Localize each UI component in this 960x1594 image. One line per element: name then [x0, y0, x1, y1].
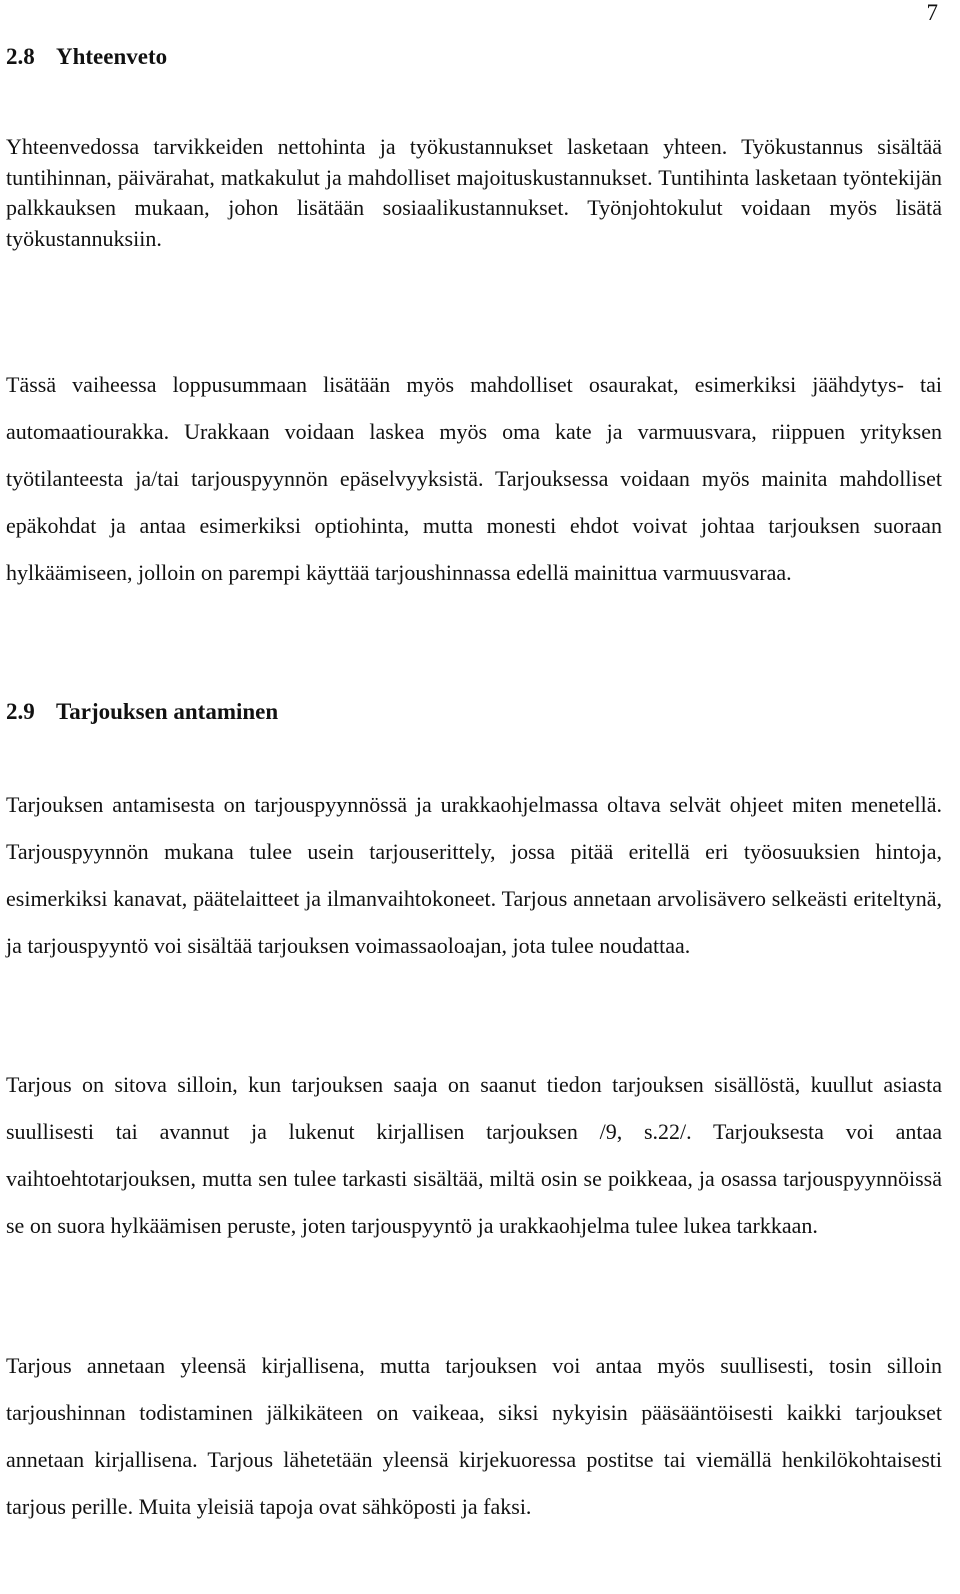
section-number: 2.8 [6, 44, 35, 69]
section-title: Yhteenveto [56, 44, 168, 69]
paragraph-binding-offer: Tarjous on sitova silloin, kun tarjouksen saaja on saanut tiedon tarjouksen sisällöstä, kuullut asiasta suullisesti tai avannut ja lukenut kirjallisen tarjouksen /9, s.22/. Tarjouksesta voi antaa vaihtoehtotarjouksen, mutta sen tulee tarkasti sisältää, miltä osin se poikkeaa, ja osassa tarjouspyynnöissä se on suora hylkäämisen peruste, joten tarjouspyyntö ja urakkaohjelma tulee lukea tarkkaan. [6, 1072, 942, 1238]
page-number: 7 [926, 0, 938, 25]
section-title: Tarjouksen antaminen [56, 699, 279, 724]
paragraph-subcontracts: Tässä vaiheessa loppusummaan lisätään myös mahdolliset osaurakat, esimerkiksi jäähdytys- tai automaatiourakka. Urakkaan voidaan laskea myös oma kate ja varmuusvara, riippuen yrityksen työtilanteesta ja/tai tarjouspyynnön epäselvyyksistä. Tarjouksessa voidaan myös mainita mahdolliset epäkohdat ja antaa esimerkiksi optiohinta, mutta monesti ehdot voivat johtaa tarjouksen suoraan hylkäämiseen, jolloin on parempi käyttää tarjoushinnassa edellä mainittua varmuusvaraa. [6, 372, 942, 585]
section-heading-yhteenveto [6, 42, 167, 72]
section-number: 2.9 [6, 699, 35, 724]
paragraph-giving-offer: Tarjouksen antamisesta on tarjouspyynnössä ja urakkaohjelmassa oltava selvät ohjeet miten menetellä. Tarjouspyynnön mukana tulee usein tarjouserittely, jossa pitää eritellä eri työosuuksien hintoja, esimerkiksi kanavat, päätelaitteet ja ilmanvaihtokoneet. Tarjous annetaan arvolisävero selkeästi eriteltynä, ja tarjouspyyntö voi sisältää tarjouksen voimassaoloajan, jota tulee noudattaa. [6, 792, 942, 958]
section-heading-tarjouksen-antaminen [6, 697, 278, 727]
paragraph-summary-costs: Yhteenvedossa tarvikkeiden nettohinta ja työkustannukset lasketaan yhteen. Työkustannus sisältää tuntihinnan, päivärahat, matkakulut ja mahdolliset majoituskustannukset. Tuntihinta lasketaan työntekijän palkkauksen mukaan, johon lisätään sosiaalikustannukset. Työnjohtokulut voidaan myös lisätä työkustannuksiin. [6, 134, 942, 251]
paragraph-written-offer: Tarjous annetaan yleensä kirjallisena, mutta tarjouksen voi antaa myös suullisesti, tosin silloin tarjoushinnan todistaminen jälkikäteen on vaikeaa, siksi nykyisin pääsääntöisesti kaikki tarjoukset annetaan kirjallisena. Tarjous lähetetään yleensä kirjekuoressa postitse tai viemällä henkilökohtaisesti tarjous perille. Muita yleisiä tapoja ovat sähköposti ja faksi. [6, 1353, 942, 1519]
